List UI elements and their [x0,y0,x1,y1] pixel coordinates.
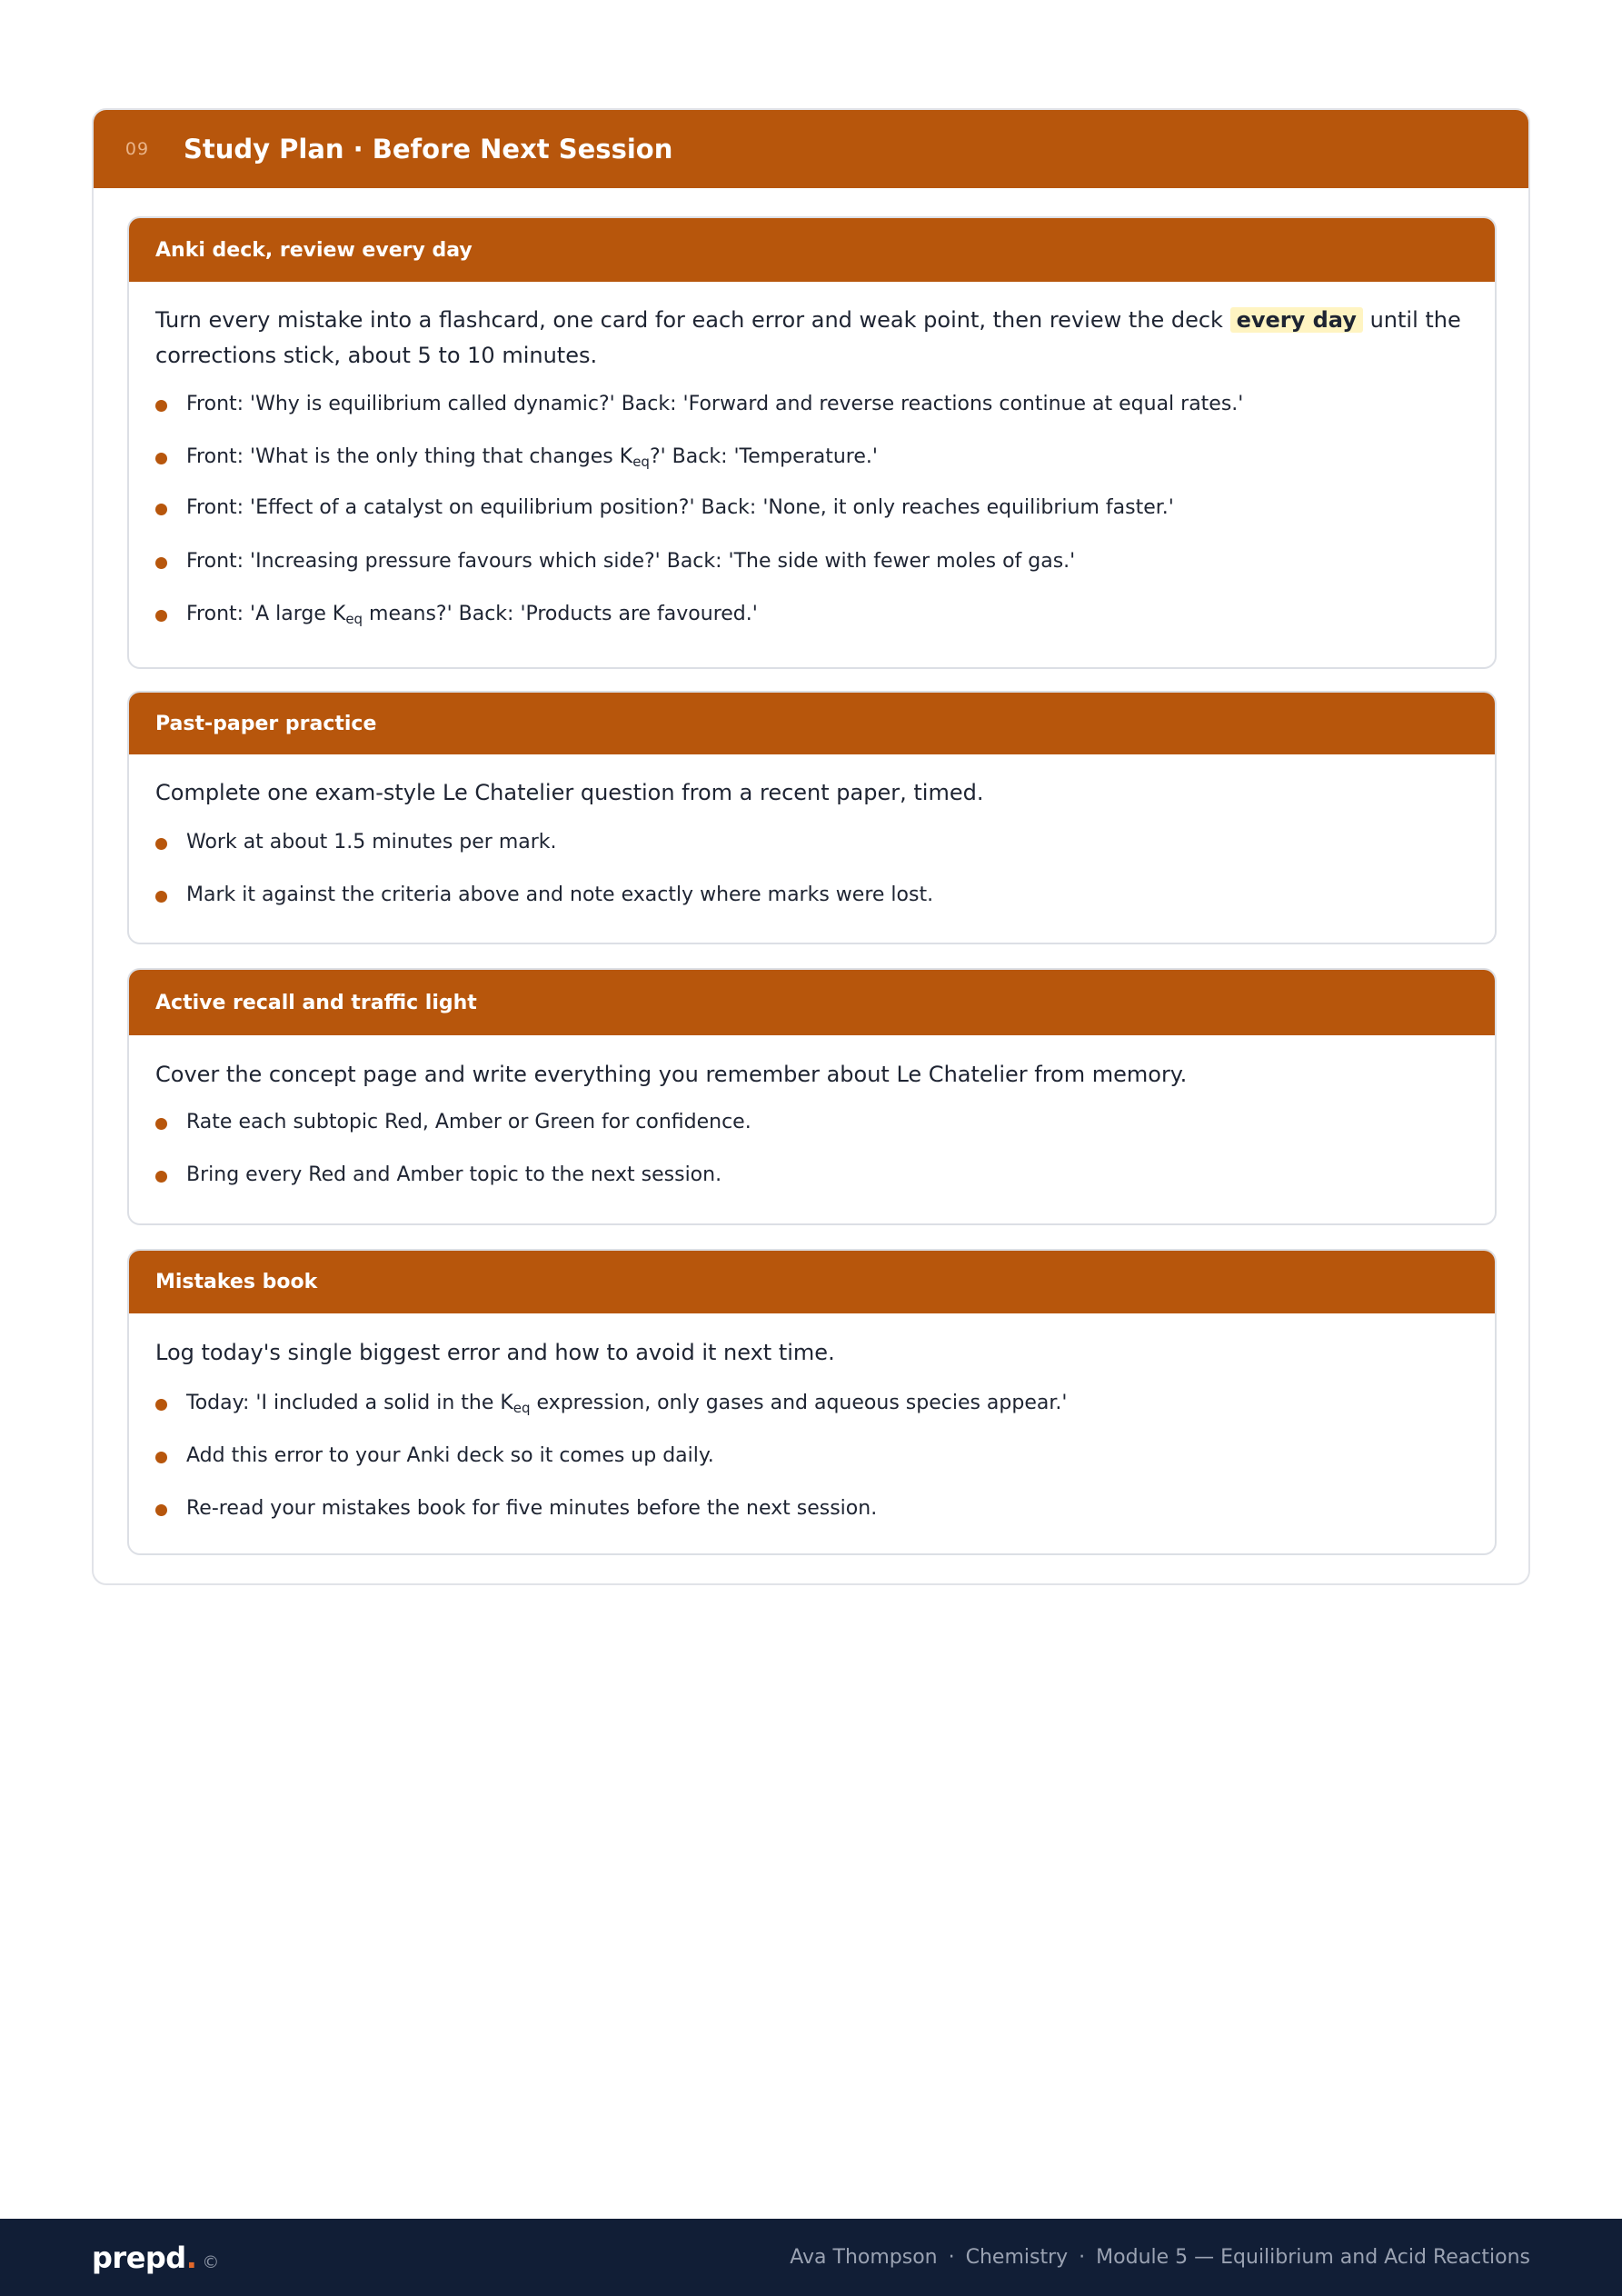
card-lead: Cover the concept page and write everything you remember about Le Chatelier from memory. [155,1062,1188,1087]
list-item: Mark it against the criteria above and note exactly where marks were lost. [155,882,1473,909]
brand-logo: prepd . © [92,2240,219,2275]
list-item: Front: 'What is the only thing that changes $K_{eq}?'$ Back: 'Temperature.' [155,444,1473,471]
page-footer [0,2219,1622,2296]
list-item: Front: 'A large $K_{eq}$ means?' Back: 'Products are favoured.' [155,601,1473,628]
list-item: Front: 'Increasing pressure favours which side?' Back: 'The side with fewer moles of gas.' [155,548,1473,575]
card-title: Mistakes book [129,1251,1495,1313]
card-title: Anki deck, review every day [129,218,1495,282]
practice-list [155,829,1473,909]
list-item: Work at about 1.5 minutes per mark. [155,829,1473,856]
recall-list [155,1109,1473,1189]
list-item: Front: 'Why is equilibrium called dynamic?' Back: 'Forward and reverse reactions continue at equal rates.' [155,391,1473,418]
card-lead: Turn every mistake into a flashcard, one card for each error and weak point, then review the deck every day until the corrections stick, about 5 to 10 minutes. [155,307,1461,368]
module-name: Module 5 — Equilibrium and Acid Reactions [1096,2246,1530,2269]
section-title: Study Plan · Before Next Session [184,134,673,165]
list-item: Front: 'Effect of a catalyst on equilibrium position?' Back: 'None, it only reaches equilibrium faster.' [155,494,1473,522]
section-header [94,110,1528,188]
section-number: 09 [124,139,150,159]
flashcard-list [155,391,1473,628]
card-lead: Log today's single biggest error and how to avoid it next time. [155,1340,835,1365]
subject-name: Chemistry [965,2246,1069,2269]
list-item: Today: 'I included a solid in the $K_{eq}$ expression, only gases and aqueous species appear.' [155,1390,1473,1417]
list-item: Bring every Red and Amber topic to the next session. [155,1162,1473,1189]
copyright-icon: © [202,2251,219,2272]
card-lead: Complete one exam-style Le Chatelier question from a recent paper, timed. [155,780,984,805]
card-title: Past-paper practice [129,693,1495,754]
mistakes-list [155,1390,1473,1522]
highlight-every-day: every day [1230,307,1363,333]
card-anki-deck [127,216,1497,669]
card-title: Active recall and traffic light [129,970,1495,1035]
card-past-paper [127,691,1497,944]
card-active-recall [127,968,1497,1225]
study-plan-section [92,108,1530,1585]
student-name: Ava Thompson [790,2246,938,2269]
card-mistakes-book [127,1249,1497,1555]
footer-meta: Ava Thompson · Chemistry · Module 5 — Equilibrium and Acid Reactions [790,2246,1530,2269]
list-item: Rate each subtopic Red, Amber or Green for confidence. [155,1109,1473,1136]
list-item: Add this error to your Anki deck so it comes up daily. [155,1442,1473,1470]
list-item: Re-read your mistakes book for five minutes before the next session. [155,1495,1473,1522]
